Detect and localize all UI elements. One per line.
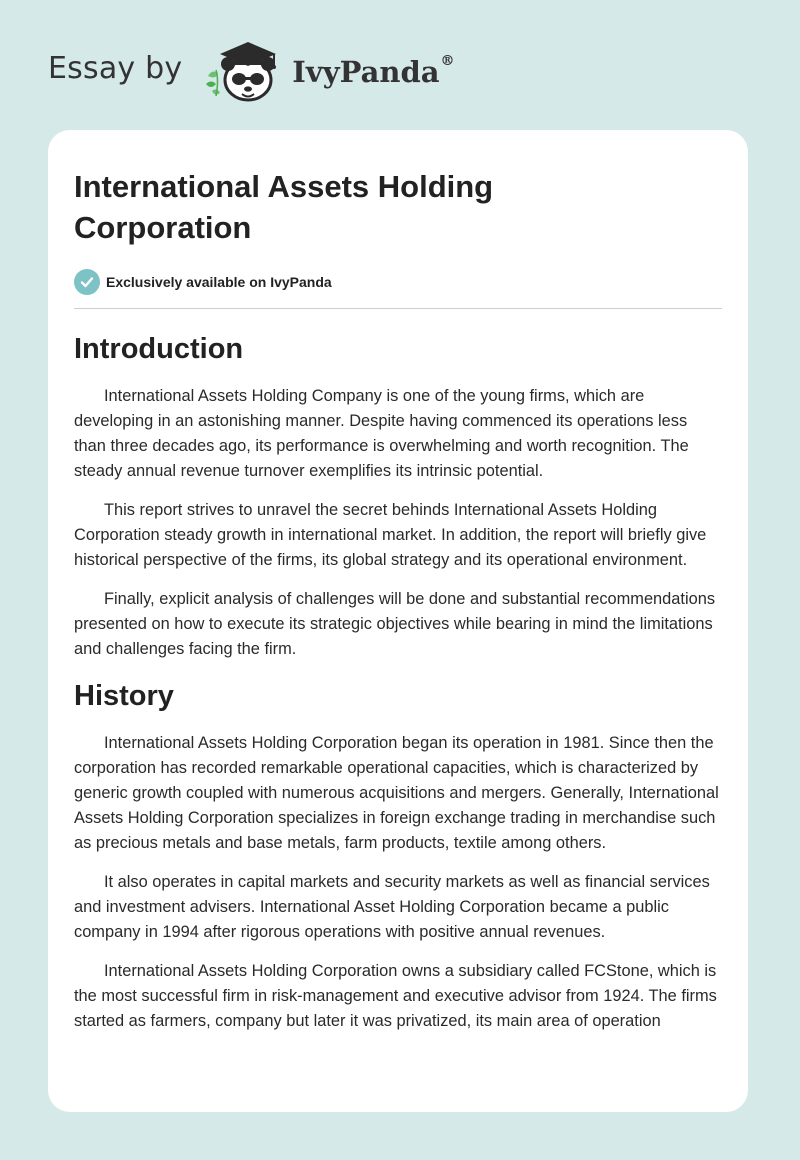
paragraph: International Assets Holding Company is one of the young firms, which are developing in an astonishing manner. Despite having commenced its operations less than three decades ago, its performance is overwhelming and worth recognition. The steady annual revenue turnover exemplifies its intrinsic potential.	[74, 387, 689, 480]
section-heading: History	[74, 680, 174, 712]
section-history	[74, 679, 722, 1034]
paragraph: Finally, explicit analysis of challenges will be done and substantial recommendations presented on how to execute its strategic objectives while bearing in mind the limitations and challenges facing the firm.	[74, 590, 716, 658]
brand-name: IvyPanda®	[292, 53, 455, 89]
divider	[74, 308, 722, 309]
badge-text: Exclusively available on IvyPanda	[106, 274, 332, 290]
section-heading: Introduction	[74, 333, 244, 365]
section-introduction	[74, 332, 722, 662]
panda-graduation-cap-logo-icon	[198, 36, 288, 106]
paragraph: This report strives to unravel the secret behinds International Assets Holding Corporation steady growth in international market. In addition, the report will briefly give historical perspective of the firms, its global strategy and its operational environment.	[74, 501, 707, 569]
page-title: International Assets Holding Corporation	[74, 169, 494, 245]
brand-header	[48, 36, 455, 106]
exclusive-badge	[74, 268, 722, 296]
paragraph: International Assets Holding Corporation owns a subsidiary called FCStone, which is the most successful firm in risk-management and executive advisor from 1924. The firms started as farmers, company but later it was privatized, its main area of operation	[74, 962, 717, 1030]
registered-mark: ®	[440, 53, 455, 69]
check-icon	[74, 269, 100, 295]
brand-prefix: Essay by	[48, 50, 183, 86]
paragraph: It also operates in capital markets and security markets as well as financial services and investment advisers. International Asset Holding Corporation became a public company in 1994 after rigorous operations with positive annual revenues.	[74, 873, 710, 941]
paragraph: International Assets Holding Corporation began its operation in 1981. Since then the corporation has recorded remarkable operational capacities, which is characterized by generic growth coupled with numerous acquisitions and mergers. Generally, International Assets Holding Corporation specializes in foreign exchange trading in merchandise such as precious metals and base metals, farm products, textile among others.	[74, 734, 719, 852]
article-card	[48, 130, 748, 1112]
